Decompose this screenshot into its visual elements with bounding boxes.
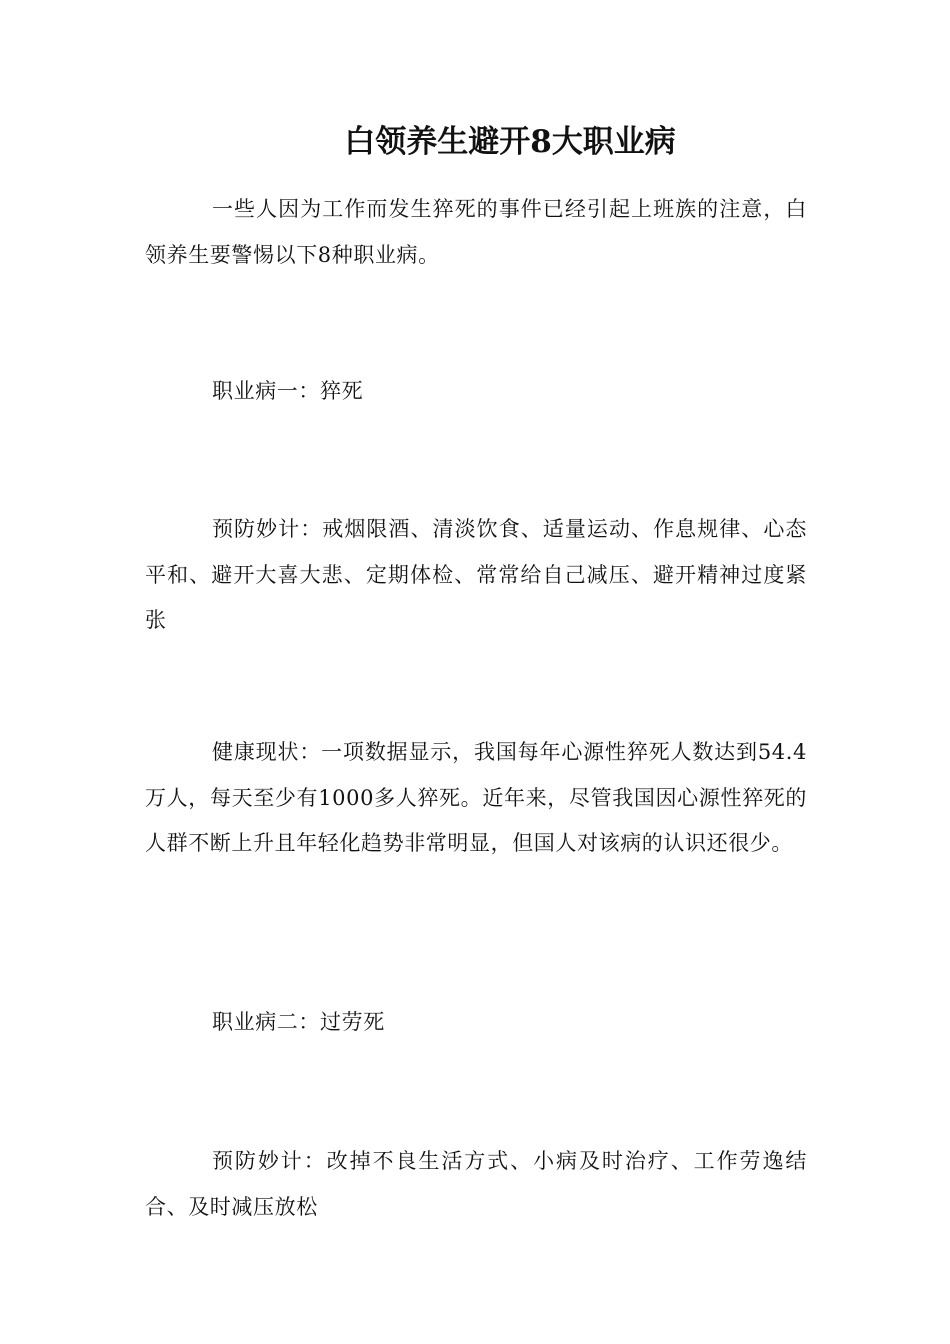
section-heading-1: 职业病一：猝死 <box>212 379 364 403</box>
prevention-paragraph-2: 预防妙计：改掉不良生活方式、小病及时治疗、工作劳逸结合、及时减压放松 <box>145 1149 807 1219</box>
health-status-paragraph-1: 健康现状：一项数据显示，我国每年心源性猝死人数达到54.4万人，每天至少有1000多人猝死。近年来，尽管我国因心源性猝死的人群不断上升且年轻化趋势非常明显，但国人对该病的认识还很少。 <box>145 740 807 855</box>
document-title: 白领养生避开8大职业病 <box>344 124 676 160</box>
prevention-paragraph-1: 预防妙计：戒烟限酒、清淡饮食、适量运动、作息规律、心态平和、避开大喜大悲、定期体检、常常给自己减压、避开精神过度紧张 <box>145 517 807 632</box>
intro-paragraph: 一些人因为工作而发生猝死的事件已经引起上班族的注意，白领养生要警惕以下8种职业病。 <box>145 197 807 267</box>
section-heading-2: 职业病二：过劳死 <box>212 1010 385 1034</box>
